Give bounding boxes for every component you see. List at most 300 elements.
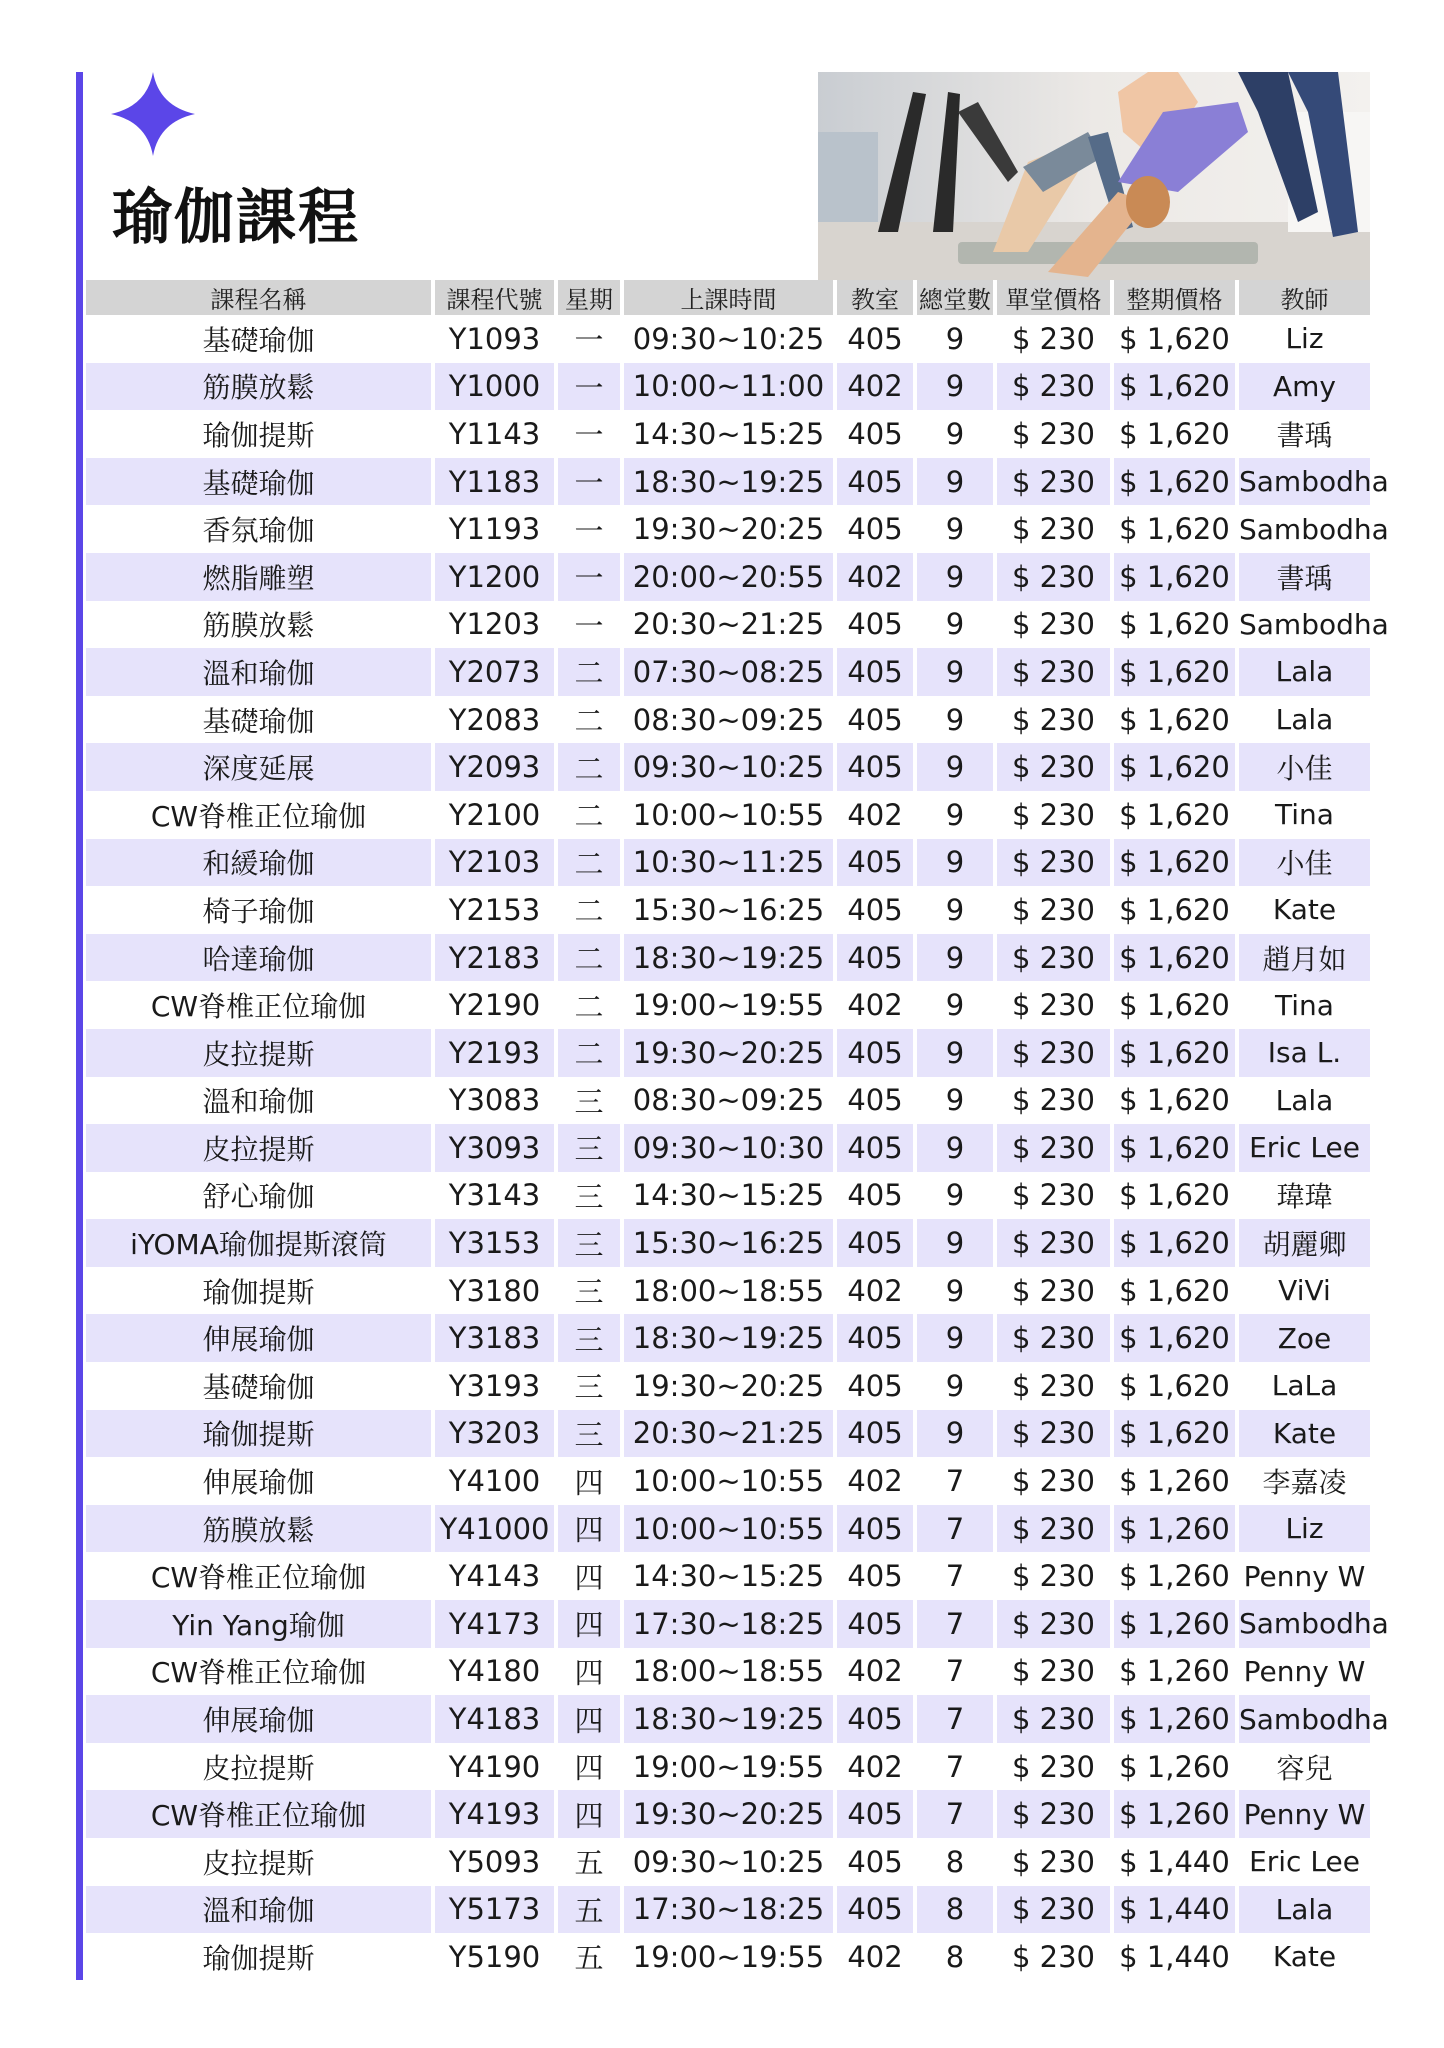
course-code: Y2100	[433, 791, 556, 839]
course-single-price: $ 230	[995, 601, 1112, 649]
course-sessions: 9	[915, 1410, 995, 1458]
course-single-price: $ 230	[995, 410, 1112, 458]
course-single-price: $ 230	[995, 1077, 1112, 1125]
course-room: 405	[835, 1219, 915, 1267]
course-teacher: Eric Lee	[1237, 1124, 1370, 1172]
course-teacher: Tina	[1275, 988, 1334, 1022]
course-weekday: 三	[556, 1172, 622, 1220]
course-room: 405	[835, 1838, 915, 1886]
course-code: Y5093	[433, 1838, 556, 1886]
course-code: Y2193	[433, 1029, 556, 1077]
course-weekday: 三	[556, 1362, 622, 1410]
course-single-price: $ 230	[995, 1457, 1112, 1505]
course-weekday: 三	[556, 1124, 622, 1172]
course-name: 哈達瑜伽	[86, 934, 433, 982]
course-weekday: 一	[556, 601, 622, 649]
course-single-price: $ 230	[995, 1172, 1112, 1220]
course-sessions: 9	[915, 410, 995, 458]
course-time: 19:30~20:25	[622, 505, 835, 553]
course-weekday: 一	[556, 315, 622, 363]
header-teacher: 教師	[1237, 280, 1370, 315]
course-sessions: 9	[915, 601, 995, 649]
course-name: 瑜伽提斯	[86, 1267, 433, 1315]
course-weekday: 一	[556, 410, 622, 458]
course-code: Y1093	[433, 315, 556, 363]
course-full-price: $ 1,620	[1112, 1267, 1237, 1315]
table-row	[86, 1933, 1370, 1981]
course-room: 405	[835, 1314, 915, 1362]
course-single-price: $ 230	[995, 1314, 1112, 1362]
table-row	[86, 410, 1370, 458]
course-name: CW脊椎正位瑜伽	[86, 1648, 433, 1696]
course-name: 伸展瑜伽	[86, 1457, 433, 1505]
course-name: 伸展瑜伽	[86, 1695, 433, 1743]
course-room: 405	[835, 1790, 915, 1838]
course-teacher: Sambodha	[1239, 607, 1389, 641]
course-full-price: $ 1,620	[1112, 1077, 1237, 1125]
table-row	[86, 553, 1370, 601]
course-name: 瑜伽提斯	[86, 410, 433, 458]
course-sessions: 9	[915, 505, 995, 553]
course-single-price: $ 230	[995, 315, 1112, 363]
course-room: 405	[835, 1362, 915, 1410]
course-single-price: $ 230	[995, 363, 1112, 411]
course-full-price: $ 1,620	[1112, 791, 1237, 839]
course-sessions: 9	[915, 696, 995, 744]
course-name: 筋膜放鬆	[86, 363, 433, 411]
course-single-price: $ 230	[995, 458, 1112, 506]
course-full-price: $ 1,260	[1112, 1743, 1237, 1791]
course-teacher: 書瑀	[1237, 553, 1370, 601]
table-row	[86, 1552, 1370, 1600]
course-weekday: 四	[556, 1743, 622, 1791]
course-code: Y3093	[433, 1124, 556, 1172]
course-name: 基礎瑜伽	[86, 1362, 433, 1410]
course-sessions: 9	[915, 1077, 995, 1125]
course-code: Y4193	[433, 1790, 556, 1838]
course-full-price: $ 1,620	[1112, 410, 1237, 458]
course-time: 20:30~21:25	[622, 601, 835, 649]
course-room: 402	[835, 363, 915, 411]
course-weekday: 四	[556, 1552, 622, 1600]
course-full-price: $ 1,620	[1112, 363, 1237, 411]
course-single-price: $ 230	[995, 791, 1112, 839]
table-row	[86, 1457, 1370, 1505]
course-time: 14:30~15:25	[622, 1172, 835, 1220]
course-code: Y2083	[433, 696, 556, 744]
course-sessions: 9	[915, 1314, 995, 1362]
table-row	[86, 648, 1370, 696]
course-sessions: 9	[915, 743, 995, 791]
course-sessions: 7	[915, 1505, 995, 1553]
course-weekday: 二	[556, 648, 622, 696]
course-time: 19:30~20:25	[622, 1029, 835, 1077]
course-full-price: $ 1,620	[1112, 648, 1237, 696]
course-sessions: 7	[915, 1695, 995, 1743]
course-teacher: Lala	[1275, 1083, 1334, 1117]
course-room: 405	[835, 1552, 915, 1600]
course-room: 405	[835, 1410, 915, 1458]
course-full-price: $ 1,620	[1112, 743, 1237, 791]
course-sessions: 9	[915, 553, 995, 601]
course-sessions: 9	[915, 981, 995, 1029]
course-weekday: 二	[556, 791, 622, 839]
course-full-price: $ 1,260	[1112, 1695, 1237, 1743]
table-row	[86, 839, 1370, 887]
course-teacher: 李嘉凌	[1262, 1466, 1347, 1500]
course-teacher: Penny W	[1237, 1790, 1370, 1838]
course-sessions: 8	[915, 1886, 995, 1934]
course-teacher: Kate	[1272, 1940, 1337, 1974]
course-time: 19:00~19:55	[622, 1933, 835, 1981]
course-teacher: Liz	[1237, 1505, 1370, 1553]
course-name: 伸展瑜伽	[86, 1314, 433, 1362]
course-full-price: $ 1,260	[1112, 1790, 1237, 1838]
course-name: 筋膜放鬆	[86, 1505, 433, 1553]
page-title: 瑜伽課程	[112, 183, 360, 253]
course-sessions: 9	[915, 1172, 995, 1220]
course-teacher: Sambodha	[1237, 458, 1370, 506]
table-row	[86, 1790, 1370, 1838]
course-sessions: 7	[915, 1790, 995, 1838]
course-time: 08:30~09:25	[622, 696, 835, 744]
course-room: 405	[835, 601, 915, 649]
course-weekday: 四	[556, 1457, 622, 1505]
table-row	[86, 1838, 1370, 1886]
course-teacher: ViVi	[1278, 1274, 1331, 1308]
course-single-price: $ 230	[995, 1886, 1112, 1934]
course-time: 09:30~10:25	[622, 315, 835, 363]
course-sessions: 9	[915, 315, 995, 363]
course-full-price: $ 1,620	[1112, 1410, 1237, 1458]
course-single-price: $ 230	[995, 981, 1112, 1029]
course-teacher: LaLa	[1271, 1369, 1338, 1403]
course-single-price: $ 230	[995, 696, 1112, 744]
course-room: 405	[835, 886, 915, 934]
course-weekday: 三	[556, 1077, 622, 1125]
course-sessions: 7	[915, 1457, 995, 1505]
course-single-price: $ 230	[995, 1362, 1112, 1410]
course-room: 402	[835, 1743, 915, 1791]
course-name: 溫和瑜伽	[86, 648, 433, 696]
course-weekday: 三	[556, 1267, 622, 1315]
course-room: 405	[835, 1600, 915, 1648]
course-teacher: 小佳	[1237, 743, 1370, 791]
course-time: 15:30~16:25	[622, 1219, 835, 1267]
course-full-price: $ 1,620	[1112, 1362, 1237, 1410]
course-single-price: $ 230	[995, 1410, 1112, 1458]
course-full-price: $ 1,620	[1112, 696, 1237, 744]
header-full-price: 整期價格	[1112, 280, 1237, 315]
course-full-price: $ 1,440	[1112, 1886, 1237, 1934]
course-single-price: $ 230	[995, 934, 1112, 982]
course-room: 405	[835, 696, 915, 744]
course-teacher: 趙月如	[1237, 934, 1370, 982]
course-weekday: 五	[556, 1838, 622, 1886]
course-code: Y4100	[433, 1457, 556, 1505]
table-row	[86, 1743, 1370, 1791]
course-single-price: $ 230	[995, 553, 1112, 601]
course-sessions: 9	[915, 791, 995, 839]
course-time: 18:30~19:25	[622, 458, 835, 506]
course-sessions: 9	[915, 1124, 995, 1172]
course-sessions: 7	[915, 1648, 995, 1696]
course-room: 405	[835, 458, 915, 506]
course-teacher: Liz	[1285, 322, 1324, 356]
course-full-price: $ 1,620	[1112, 839, 1237, 887]
course-time: 17:30~18:25	[622, 1886, 835, 1934]
course-full-price: $ 1,620	[1112, 601, 1237, 649]
course-teacher: Tina	[1275, 798, 1334, 832]
course-full-price: $ 1,260	[1112, 1457, 1237, 1505]
course-code: Y2103	[433, 839, 556, 887]
course-room: 402	[835, 981, 915, 1029]
course-teacher: Sambodha	[1237, 1695, 1370, 1743]
table-header-row	[86, 280, 1370, 315]
course-time: 08:30~09:25	[622, 1077, 835, 1125]
course-full-price: $ 1,620	[1112, 505, 1237, 553]
course-code: Y3083	[433, 1077, 556, 1125]
table-row	[86, 1267, 1370, 1315]
course-time: 17:30~18:25	[622, 1600, 835, 1648]
course-weekday: 五	[556, 1933, 622, 1981]
course-time: 20:00~20:55	[622, 553, 835, 601]
course-time: 19:00~19:55	[622, 1743, 835, 1791]
course-name: 皮拉提斯	[86, 1838, 433, 1886]
course-time: 14:30~15:25	[622, 410, 835, 458]
course-full-price: $ 1,620	[1112, 315, 1237, 363]
course-name: 基礎瑜伽	[86, 458, 433, 506]
course-single-price: $ 230	[995, 1790, 1112, 1838]
header-course-code: 課程代號	[433, 280, 556, 315]
table-row	[86, 1600, 1370, 1648]
course-time: 19:30~20:25	[622, 1362, 835, 1410]
course-single-price: $ 230	[995, 1648, 1112, 1696]
course-weekday: 四	[556, 1505, 622, 1553]
table-row	[86, 315, 1370, 363]
table-row	[86, 743, 1370, 791]
course-teacher: Eric Lee	[1249, 1845, 1360, 1879]
course-single-price: $ 230	[995, 1743, 1112, 1791]
course-full-price: $ 1,440	[1112, 1838, 1237, 1886]
course-code: Y4180	[433, 1648, 556, 1696]
course-full-price: $ 1,620	[1112, 553, 1237, 601]
yoga-class-photo	[818, 72, 1370, 280]
course-single-price: $ 230	[995, 505, 1112, 553]
table-row	[86, 1886, 1370, 1934]
course-full-price: $ 1,620	[1112, 1124, 1237, 1172]
course-weekday: 一	[556, 363, 622, 411]
course-sessions: 9	[915, 839, 995, 887]
course-time: 20:30~21:25	[622, 1410, 835, 1458]
course-time: 18:30~19:25	[622, 1695, 835, 1743]
course-full-price: $ 1,620	[1112, 1314, 1237, 1362]
course-time: 18:00~18:55	[622, 1648, 835, 1696]
course-full-price: $ 1,620	[1112, 981, 1237, 1029]
header-course-name: 課程名稱	[86, 280, 433, 315]
course-full-price: $ 1,260	[1112, 1648, 1237, 1696]
course-single-price: $ 230	[995, 1933, 1112, 1981]
course-room: 405	[835, 934, 915, 982]
course-weekday: 三	[556, 1219, 622, 1267]
course-name: 溫和瑜伽	[86, 1077, 433, 1125]
course-weekday: 一	[556, 505, 622, 553]
course-single-price: $ 230	[995, 648, 1112, 696]
course-time: 10:00~10:55	[622, 1457, 835, 1505]
course-single-price: $ 230	[995, 886, 1112, 934]
table-row	[86, 363, 1370, 411]
course-room: 405	[835, 1886, 915, 1934]
course-weekday: 四	[556, 1648, 622, 1696]
course-weekday: 二	[556, 886, 622, 934]
course-name: CW脊椎正位瑜伽	[86, 791, 433, 839]
table-row	[86, 1219, 1370, 1267]
course-sessions: 7	[915, 1743, 995, 1791]
course-name: CW脊椎正位瑜伽	[86, 1552, 433, 1600]
course-sessions: 9	[915, 458, 995, 506]
course-time: 18:30~19:25	[622, 934, 835, 982]
header-weekday: 星期	[556, 280, 622, 315]
table-row	[86, 791, 1370, 839]
course-room: 402	[835, 1933, 915, 1981]
course-name: 基礎瑜伽	[86, 696, 433, 744]
course-single-price: $ 230	[995, 1600, 1112, 1648]
course-room: 405	[835, 1124, 915, 1172]
course-room: 405	[835, 743, 915, 791]
header-single-price: 單堂價格	[995, 280, 1112, 315]
course-time: 07:30~08:25	[622, 648, 835, 696]
course-name: 皮拉提斯	[86, 1124, 433, 1172]
course-teacher: 小佳	[1237, 839, 1370, 887]
course-name: CW脊椎正位瑜伽	[86, 981, 433, 1029]
table-row	[86, 1505, 1370, 1553]
course-full-price: $ 1,260	[1112, 1600, 1237, 1648]
course-code: Y3193	[433, 1362, 556, 1410]
course-single-price: $ 230	[995, 1267, 1112, 1315]
course-code: Y4183	[433, 1695, 556, 1743]
course-name: 香氛瑜伽	[86, 505, 433, 553]
course-teacher: Sambodha	[1237, 1600, 1370, 1648]
course-sessions: 9	[915, 1219, 995, 1267]
course-code: Y5173	[433, 1886, 556, 1934]
course-code: Y2183	[433, 934, 556, 982]
course-weekday: 三	[556, 1314, 622, 1362]
course-room: 405	[835, 1029, 915, 1077]
course-single-price: $ 230	[995, 1124, 1112, 1172]
course-weekday: 二	[556, 696, 622, 744]
course-code: Y5190	[433, 1933, 556, 1981]
course-time: 19:30~20:25	[622, 1790, 835, 1838]
course-time: 10:00~10:55	[622, 791, 835, 839]
diamond-icon	[111, 72, 195, 156]
course-single-price: $ 230	[995, 1029, 1112, 1077]
course-room: 402	[835, 553, 915, 601]
course-time: 14:30~15:25	[622, 1552, 835, 1600]
course-name: 筋膜放鬆	[86, 601, 433, 649]
course-single-price: $ 230	[995, 1219, 1112, 1267]
course-code: Y3203	[433, 1410, 556, 1458]
course-name: Yin Yang瑜伽	[86, 1600, 433, 1648]
table-row	[86, 505, 1370, 553]
course-code: Y4173	[433, 1600, 556, 1648]
course-teacher: 瑋瑋	[1276, 1180, 1333, 1214]
course-weekday: 一	[556, 553, 622, 601]
table-row	[86, 1077, 1370, 1125]
course-code: Y2190	[433, 981, 556, 1029]
course-sessions: 8	[915, 1838, 995, 1886]
course-sessions: 9	[915, 934, 995, 982]
course-room: 405	[835, 410, 915, 458]
table-row	[86, 601, 1370, 649]
course-code: Y3153	[433, 1219, 556, 1267]
course-schedule-table	[86, 280, 1389, 1981]
course-teacher: Kate	[1272, 893, 1337, 927]
course-code: Y41000	[433, 1505, 556, 1553]
course-code: Y1200	[433, 553, 556, 601]
table-row	[86, 1314, 1370, 1362]
course-code: Y1193	[433, 505, 556, 553]
course-time: 19:00~19:55	[622, 981, 835, 1029]
header-class-time: 上課時間	[622, 280, 835, 315]
course-weekday: 一	[556, 458, 622, 506]
course-room: 402	[835, 791, 915, 839]
course-room: 405	[835, 648, 915, 696]
course-full-price: $ 1,620	[1112, 934, 1237, 982]
course-single-price: $ 230	[995, 839, 1112, 887]
course-code: Y1143	[433, 410, 556, 458]
course-sessions: 9	[915, 886, 995, 934]
header-classroom: 教室	[835, 280, 915, 315]
course-name: 深度延展	[86, 743, 433, 791]
course-full-price: $ 1,440	[1112, 1933, 1237, 1981]
table-row	[86, 1124, 1370, 1172]
course-code: Y3180	[433, 1267, 556, 1315]
course-full-price: $ 1,620	[1112, 1219, 1237, 1267]
course-code: Y4143	[433, 1552, 556, 1600]
course-room: 405	[835, 839, 915, 887]
course-teacher: 胡麗卿	[1237, 1219, 1370, 1267]
table-row	[86, 1172, 1370, 1220]
course-sessions: 9	[915, 1029, 995, 1077]
course-sessions: 7	[915, 1600, 995, 1648]
course-code: Y1000	[433, 363, 556, 411]
course-room: 405	[835, 1077, 915, 1125]
table-row	[86, 934, 1370, 982]
course-teacher: Sambodha	[1239, 512, 1389, 546]
course-code: Y2153	[433, 886, 556, 934]
course-name: 皮拉提斯	[86, 1743, 433, 1791]
course-code: Y3143	[433, 1172, 556, 1220]
course-single-price: $ 230	[995, 1505, 1112, 1553]
course-single-price: $ 230	[995, 1552, 1112, 1600]
course-room: 402	[835, 1648, 915, 1696]
course-time: 10:00~11:00	[622, 363, 835, 411]
course-code: Y2093	[433, 743, 556, 791]
course-full-price: $ 1,260	[1112, 1552, 1237, 1600]
course-single-price: $ 230	[995, 1695, 1112, 1743]
course-teacher: Penny W	[1243, 1654, 1366, 1688]
course-teacher: 書瑀	[1276, 418, 1333, 452]
course-full-price: $ 1,620	[1112, 1029, 1237, 1077]
course-weekday: 二	[556, 743, 622, 791]
course-teacher: Penny W	[1243, 1559, 1366, 1593]
course-sessions: 9	[915, 648, 995, 696]
course-name: iYOMA瑜伽提斯滾筒	[86, 1219, 433, 1267]
course-weekday: 四	[556, 1790, 622, 1838]
table-row	[86, 981, 1370, 1029]
course-teacher: Isa L.	[1237, 1029, 1370, 1077]
course-name: 溫和瑜伽	[86, 1886, 433, 1934]
